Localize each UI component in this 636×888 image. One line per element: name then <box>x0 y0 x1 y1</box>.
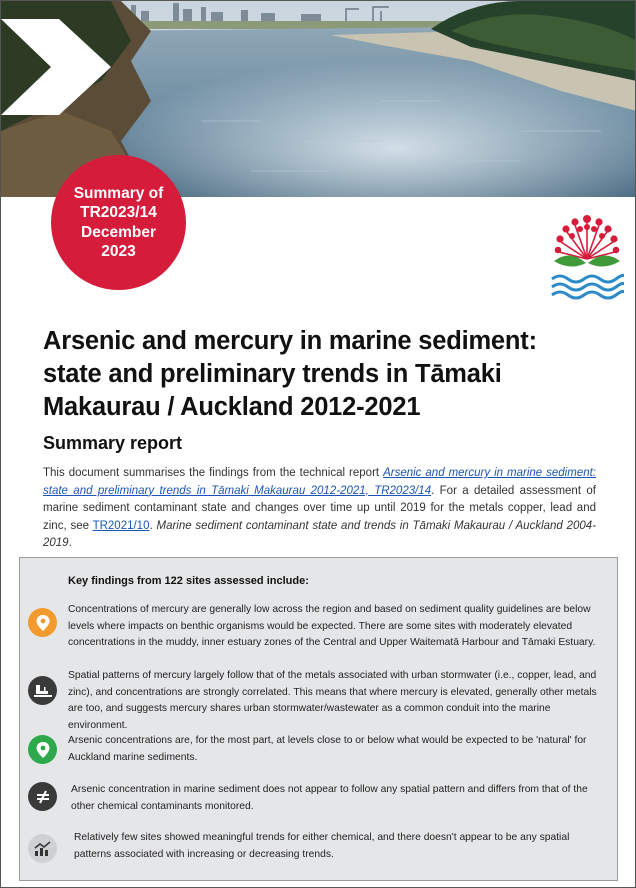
intro-paragraph <box>43 465 596 553</box>
badge-line-3: December <box>81 223 156 241</box>
location-pin-icon <box>28 735 57 764</box>
location-pin-icon <box>28 608 57 637</box>
intro-text-5: . <box>68 537 72 549</box>
finding-text-2: Spatial patterns of mercury largely follow that of the metals associated with urban stormwater (i.e., copper, lead, and zinc), and concentrations are strongly correlated. This means that where mercury is elevated, generally other metals are too, and suggests mercury shares urban stormwater/wastewater as a common conduit into the marine environment. <box>68 670 597 731</box>
key-findings-box <box>19 557 618 881</box>
key-findings-heading: Key findings from 122 sites assessed include: <box>68 575 309 587</box>
not-equal-icon <box>28 782 57 811</box>
technical-report-link[interactable]: Arsenic and mercury in marine sediment: state and preliminary trends in Tāmaki Makaurau 2012-2021, TR2023/14 <box>43 467 597 497</box>
badge-line-1: Summary of <box>73 184 164 202</box>
intro-text-3: . <box>149 519 157 532</box>
intro-text-1: This document summarises the findings from the technical report <box>43 467 384 479</box>
page-title <box>43 325 613 424</box>
finding-text-1: Concentrations of mercury are generally low across the region and based on sediment quality guidelines are below levels where impacts on benthic organisms would be expected. There are some sites with moderately elevated concentrations in the muddy, inner estuary zones of the Central and Upper Waitematā Harbour and Tāmaki Estuary. <box>68 604 596 648</box>
intro-text-2: . For a detailed assessment of marine sediment contaminant state and changes over time up until 2019 for the metals copper, lead and zinc, see <box>43 484 596 532</box>
title-line-1: Arsenic and mercury in marine sediment: <box>43 327 537 355</box>
intro-report-title: Marine sediment contaminant state and trends in Tāmaki Makaurau / Auckland 2004-2019 <box>43 519 597 549</box>
badge-line-4: 2023 <box>101 243 136 260</box>
stormwater-pipe-icon <box>28 676 57 705</box>
title-line-3: Makaurau / Auckland 2012-2021 <box>43 393 421 421</box>
report-badge <box>51 155 186 290</box>
tr2021-10-link[interactable]: TR2021/10 <box>92 519 150 532</box>
title-line-2: state and preliminary trends in Tāmaki <box>43 360 502 388</box>
finding-text-5: Relatively few sites showed meaningful trends for either chemical, and there doesn't appear to be any spatial patterns associated with increasing or decreasing trends. <box>74 832 570 860</box>
trend-chart-icon <box>28 834 57 863</box>
badge-line-2: TR2023/14 <box>80 204 157 221</box>
summary-report-heading: Summary report <box>43 433 183 453</box>
council-logo <box>550 213 624 303</box>
finding-text-3: Arsenic concentrations are, for the most part, at levels close to or below what would be expected to be 'natural' for Auckland marine sediments. <box>68 735 587 763</box>
finding-text-4: Arsenic concentration in marine sediment does not appear to follow any spatial pattern and differs from that of the other chemical contaminants monitored. <box>71 784 588 812</box>
